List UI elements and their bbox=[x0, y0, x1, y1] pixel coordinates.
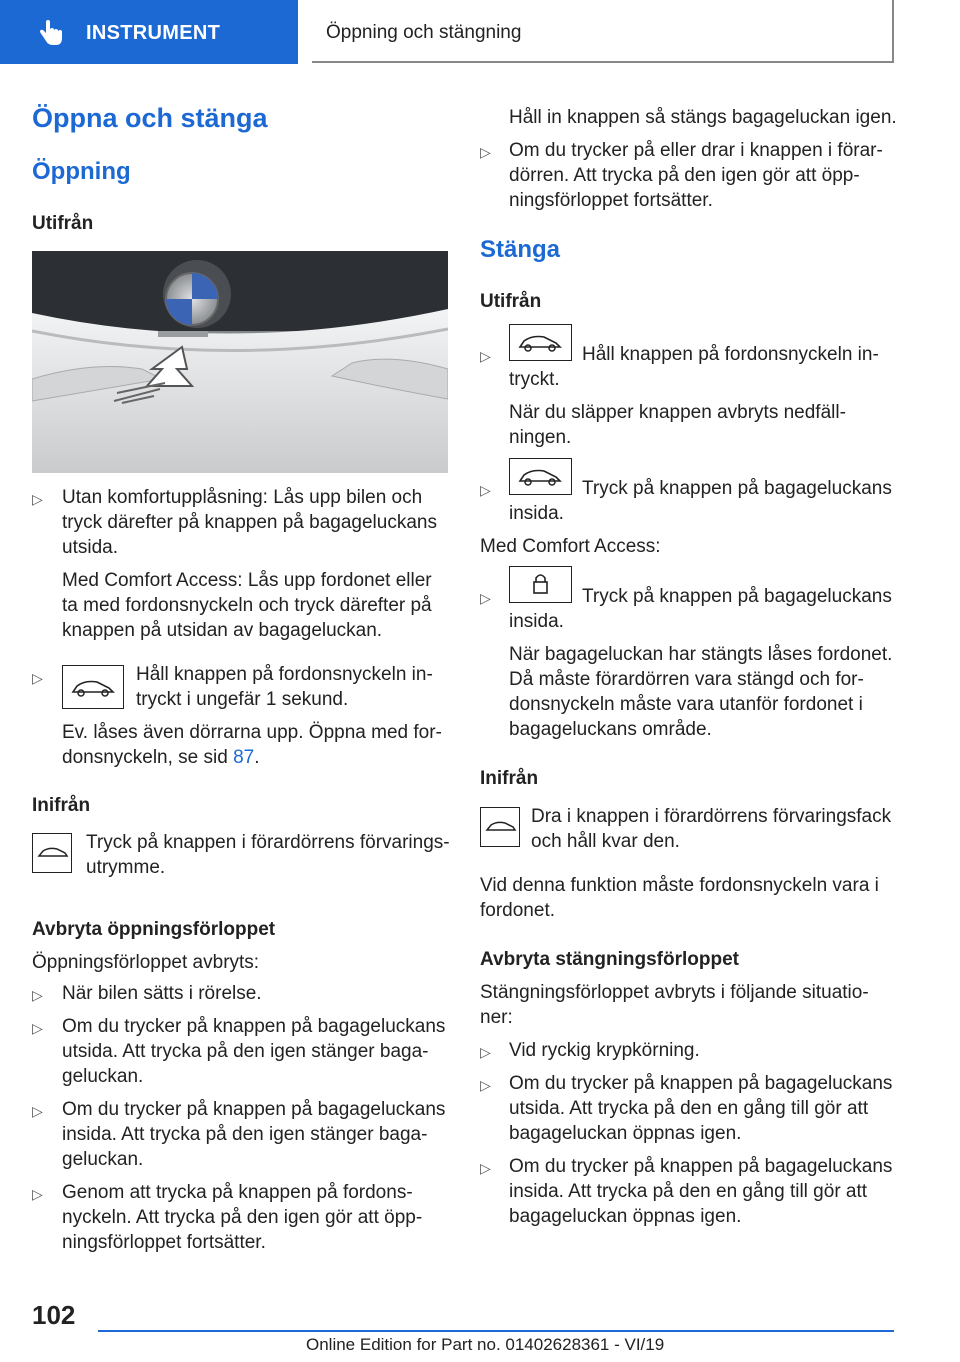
section-label: INSTRUMENT bbox=[86, 22, 221, 44]
paragraph-line: utsida. bbox=[62, 537, 118, 558]
list-item: utsida. Att trycka på den igen stänger baga- bbox=[62, 1041, 429, 1062]
list-item: donsnyckeln måste vara utanför fordonet i bbox=[509, 694, 863, 715]
list-item: Om du trycker på knappen på bagageluckans bbox=[509, 1073, 893, 1094]
subheading-outside: Utifrån bbox=[480, 291, 542, 312]
text-span: . bbox=[254, 747, 260, 768]
trunk-illustration bbox=[32, 251, 448, 473]
paragraph-line: fordonet. bbox=[480, 900, 555, 921]
footer-divider bbox=[98, 1330, 894, 1332]
list-item: När du släpper knappen avbryts nedfäll- bbox=[509, 402, 846, 423]
bullet-icon: ▷ bbox=[480, 1160, 491, 1176]
paragraph-line: tryck därefter på knappen på bagageluckans bbox=[62, 512, 437, 533]
list-item: Genom att trycka på knappen på fordons- bbox=[62, 1182, 413, 1203]
bullet-icon: ▷ bbox=[32, 1020, 43, 1036]
list-item: Om du trycker på knappen på bagageluckans bbox=[62, 1099, 446, 1120]
breadcrumb bbox=[312, 0, 894, 63]
paragraph-line: Öppningsförloppet avbryts: bbox=[32, 952, 260, 973]
list-item: dörren. Att trycka på den igen gör att öpp- bbox=[509, 165, 860, 186]
list-item: insida. bbox=[509, 611, 564, 632]
list-item: ningsförloppet fortsätter. bbox=[62, 1232, 266, 1253]
paragraph-line: och håll kvar den. bbox=[531, 831, 680, 852]
list-item: tryckt. bbox=[509, 369, 560, 390]
subheading-inside: Inifrån bbox=[480, 768, 539, 789]
paragraph-line: Håll in knappen så stängs bagageluckan igen. bbox=[509, 107, 897, 128]
car-key-trunk-icon bbox=[509, 324, 572, 361]
list-item: insida. Att trycka på den igen stänger baga- bbox=[62, 1124, 428, 1145]
subheading-abort-closing: Avbryta stängningsförloppet bbox=[480, 949, 739, 970]
list-item: Om du trycker på knappen på bagageluckans bbox=[509, 1156, 893, 1177]
list-item: När bilen sätts i rörelse. bbox=[62, 983, 262, 1004]
paragraph-line: Tryck på knappen i förardörrens förvarings- bbox=[86, 832, 450, 853]
trunk-button-icon bbox=[32, 833, 72, 873]
edition-text: Online Edition for Part no. 01402628361 - VI/19 bbox=[306, 1335, 665, 1354]
bullet-icon: ▷ bbox=[32, 1103, 43, 1119]
paragraph-line: ner: bbox=[480, 1007, 513, 1028]
list-item: Vid ryckig krypkörning. bbox=[509, 1040, 700, 1061]
bullet-icon: ▷ bbox=[32, 491, 43, 507]
lock-button-icon bbox=[509, 566, 572, 603]
list-item: insida. bbox=[509, 503, 564, 524]
section-heading-opening: Öppning bbox=[32, 158, 131, 185]
text-span: donsnyckeln, se sid bbox=[62, 747, 234, 768]
paragraph-line: ta med fordonsnyckeln och tryck därefter på bbox=[62, 595, 432, 616]
list-item: nyckeln. Att trycka på den igen gör att öpp- bbox=[62, 1207, 423, 1228]
list-item: Om du trycker på eller drar i knappen i förar- bbox=[509, 140, 883, 161]
list-item: bagageluckans område. bbox=[509, 719, 712, 740]
bullet-icon: ▷ bbox=[480, 590, 491, 606]
list-item: Om du trycker på knappen på bagageluckans bbox=[62, 1016, 446, 1037]
list-item: Tryck på knappen på bagageluckans bbox=[582, 478, 892, 499]
subheading-outside: Utifrån bbox=[32, 213, 94, 234]
list-item: Då måste förardörren vara stängd och for- bbox=[509, 669, 864, 690]
car-key-trunk-icon bbox=[62, 665, 124, 709]
paragraph-line: utrymme. bbox=[86, 857, 166, 878]
list-item: När bagageluckan har stängts låses fordonet. bbox=[509, 644, 893, 665]
list-item: ningsförloppet fortsätter. bbox=[509, 190, 713, 211]
paragraph-line: tryckt i ungefär 1 sekund. bbox=[136, 689, 349, 710]
list-item: insida. Att trycka på den en gång till gör att bbox=[509, 1181, 868, 1202]
car-key-trunk-icon bbox=[509, 458, 572, 495]
bullet-icon: ▷ bbox=[32, 1186, 43, 1202]
bullet-icon: ▷ bbox=[32, 670, 43, 686]
bullet-icon: ▷ bbox=[480, 144, 491, 160]
bullet-icon: ▷ bbox=[32, 987, 43, 1003]
subheading-inside: Inifrån bbox=[32, 795, 91, 816]
bullet-icon: ▷ bbox=[480, 1077, 491, 1093]
list-item: geluckan. bbox=[62, 1149, 144, 1170]
list-item: bagageluckan öppnas igen. bbox=[509, 1123, 742, 1144]
bullet-icon: ▷ bbox=[480, 1044, 491, 1060]
trunk-button-photo bbox=[32, 251, 448, 473]
bullet-icon: ▷ bbox=[480, 348, 491, 364]
paragraph-line: Håll knappen på fordonsnyckeln in- bbox=[136, 664, 433, 685]
bullet-icon: ▷ bbox=[480, 482, 491, 498]
paragraph-line: Ev. låses även dörrarna upp. Öppna med for- bbox=[62, 722, 442, 743]
list-item: ningen. bbox=[509, 427, 572, 448]
breadcrumb-text: Öppning och stängning bbox=[326, 22, 522, 43]
list-item: geluckan. bbox=[62, 1066, 144, 1087]
list-item: bagageluckan öppnas igen. bbox=[509, 1206, 742, 1227]
paragraph-line: Vid denna funktion måste fordonsnyckeln vara i bbox=[480, 875, 879, 896]
list-item: Tryck på knappen på bagageluckans bbox=[582, 586, 892, 607]
paragraph-line bbox=[62, 745, 260, 770]
list-item: Håll knappen på fordonsnyckeln in- bbox=[582, 344, 879, 365]
paragraph-line: Dra i knappen i förardörrens förvaringsfack bbox=[531, 806, 892, 827]
list-item: utsida. Att trycka på den en gång till gör att bbox=[509, 1098, 869, 1119]
section-heading-closing: Stänga bbox=[480, 236, 561, 263]
subheading-abort-opening: Avbryta öppningsförloppet bbox=[32, 919, 276, 940]
paragraph-line: Stängningsförloppet avbryts i följande situatio- bbox=[480, 982, 869, 1003]
page-link[interactable]: 87 bbox=[233, 747, 255, 768]
paragraph-line: Med Comfort Access: Lås upp fordonet eller bbox=[62, 570, 432, 591]
page-title: Öppna och stänga bbox=[32, 103, 268, 133]
hand-pointer-icon bbox=[38, 18, 64, 48]
paragraph-line: Utan komfortupplåsning: Lås upp bilen och bbox=[62, 487, 423, 508]
trunk-button-icon bbox=[480, 807, 520, 847]
page-number: 102 bbox=[32, 1300, 76, 1330]
paragraph-line: Med Comfort Access: bbox=[480, 536, 661, 557]
section-tab[interactable] bbox=[0, 0, 298, 64]
paragraph-line: knappen på utsidan av bagageluckan. bbox=[62, 620, 383, 641]
